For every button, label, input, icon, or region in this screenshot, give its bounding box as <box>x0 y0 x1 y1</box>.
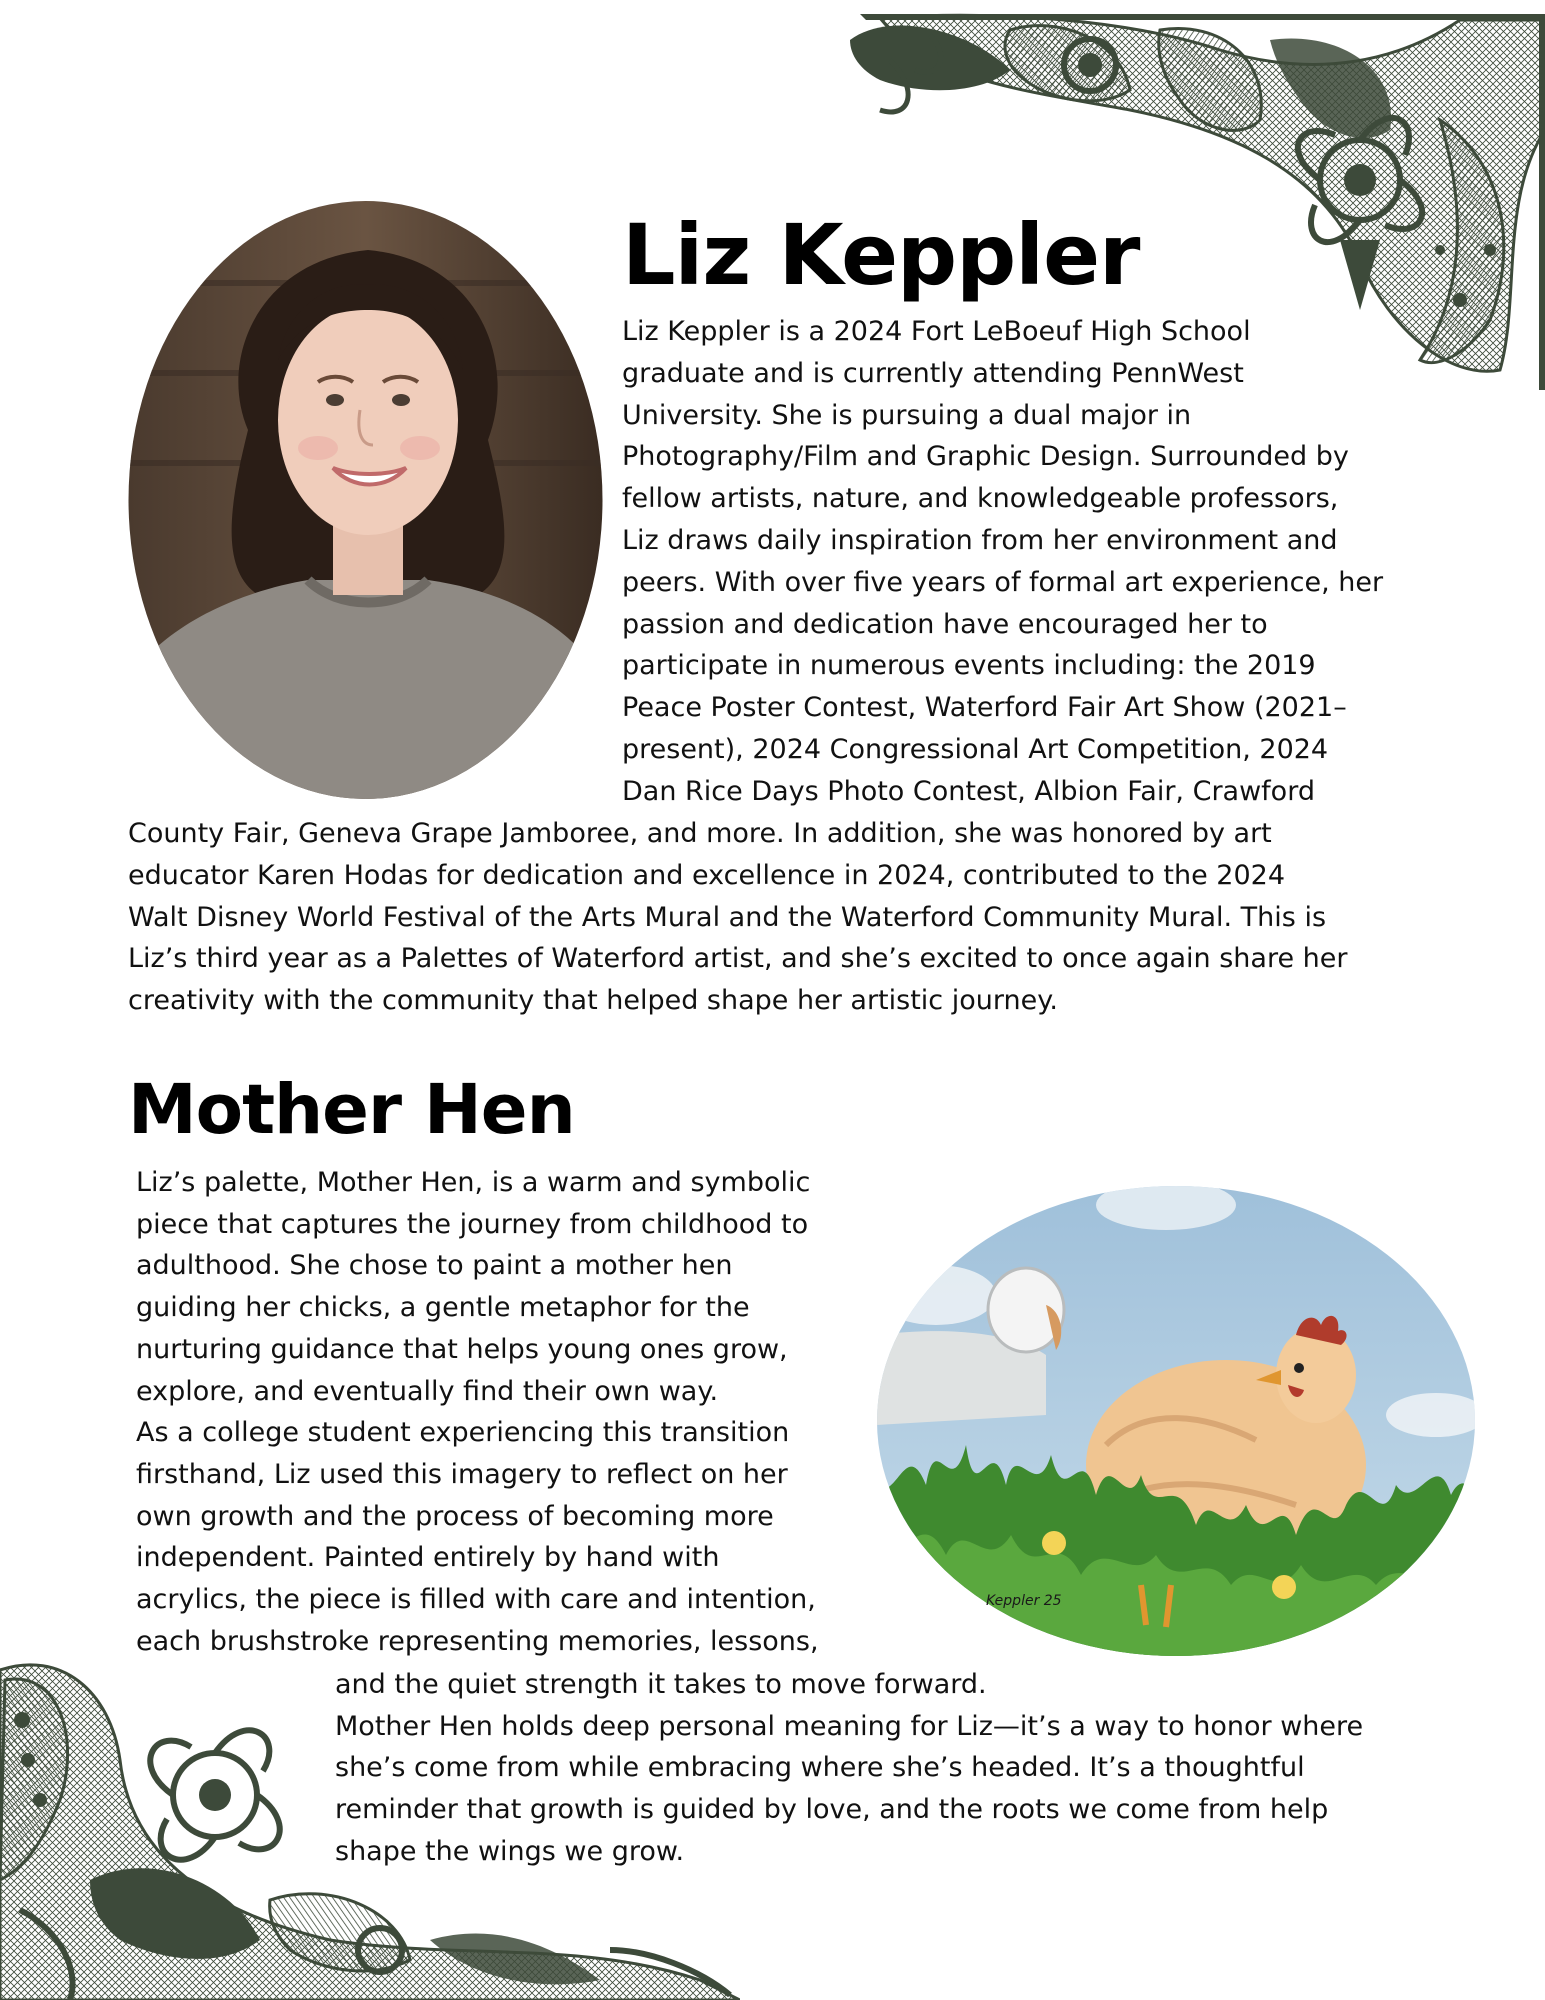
bio-line: present), 2024 Congressional Art Competition, 2024 <box>622 733 1329 765</box>
bio-line: Peace Poster Contest, Waterford Fair Art Show (2021– <box>622 692 1347 724</box>
bio-line: Liz Keppler is a 2024 Fort LeBoeuf High School <box>622 316 1251 347</box>
bio-line: creativity with the community that helped shape her artistic journey. <box>128 985 1058 1017</box>
artwork-description-wrapped <box>136 1162 876 1662</box>
artist-bio-wrapped <box>622 311 1442 813</box>
bio-line: Walt Disney World Festival of the Arts Mural and the Waterford Community Mural. This is <box>128 901 1327 933</box>
artwork-line: piece that captures the journey from childhood to <box>136 1208 809 1240</box>
artwork-line: As a college student experiencing this transition <box>136 1417 790 1449</box>
artwork-line: own growth and the process of becoming more <box>136 1500 774 1532</box>
bio-line: Liz draws daily inspiration from her environment and <box>622 524 1338 556</box>
artwork-signature: Keppler 25 <box>986 1593 1062 1609</box>
artwork-title: Mother Hen <box>128 1070 575 1150</box>
bio-line: educator Karen Hodas for dedication and excellence in 2024, contributed to the 2024 <box>128 859 1286 891</box>
artwork-painting <box>876 1185 1476 1657</box>
artwork-line: shape the wings we grow. <box>335 1835 685 1867</box>
artwork-line: nurturing guidance that helps young ones grow, <box>136 1333 788 1365</box>
bio-line: passion and dedication have encouraged her to <box>622 608 1268 640</box>
bio-line: graduate and is currently attending PennWest <box>622 357 1244 389</box>
artist-portrait <box>128 200 603 800</box>
bio-line: University. She is pursuing a dual major in <box>622 399 1192 431</box>
artwork-line: firsthand, Liz used this imagery to reflect on her <box>136 1458 788 1490</box>
bio-line: County Fair, Geneva Grape Jamboree, and more. In addition, she was honored by art <box>128 818 1272 849</box>
artwork-line: and the quiet strength it takes to move forward. <box>335 1669 987 1700</box>
artwork-line: independent. Painted entirely by hand with <box>136 1542 720 1574</box>
artist-name: Liz Keppler <box>622 206 1140 304</box>
artwork-line: adulthood. She chose to paint a mother hen <box>136 1250 733 1282</box>
artwork-line: Liz’s palette, Mother Hen, is a warm and symbolic <box>136 1167 811 1198</box>
bio-line: peers. With over five years of formal art experience, her <box>622 566 1384 598</box>
artwork-line: acrylics, the piece is filled with care and intention, <box>136 1584 816 1616</box>
bio-line: fellow artists, nature, and knowledgeable professors, <box>622 483 1339 515</box>
artwork-line: explore, and eventually find their own way. <box>136 1375 719 1407</box>
artwork-line: each brushstroke representing memories, lessons, <box>136 1625 819 1657</box>
artist-bio-full <box>128 813 1448 1022</box>
bio-line: Photography/Film and Graphic Design. Surrounded by <box>622 441 1349 473</box>
bio-line: participate in numerous events including: the 2019 <box>622 650 1316 682</box>
artwork-line: guiding her chicks, a gentle metaphor for the <box>136 1292 750 1324</box>
artwork-description-full <box>335 1664 1445 1873</box>
artwork-line: she’s come from while embracing where she’s headed. It’s a thoughtful <box>335 1752 1305 1784</box>
artwork-line: Mother Hen holds deep personal meaning for Liz—it’s a way to honor where <box>335 1710 1364 1742</box>
bio-line: Liz’s third year as a Palettes of Waterford artist, and she’s excited to once again share her <box>128 943 1348 975</box>
bio-line: Dan Rice Days Photo Contest, Albion Fair, Crawford <box>622 775 1315 807</box>
artwork-line: reminder that growth is guided by love, and the roots we come from help <box>335 1794 1329 1826</box>
